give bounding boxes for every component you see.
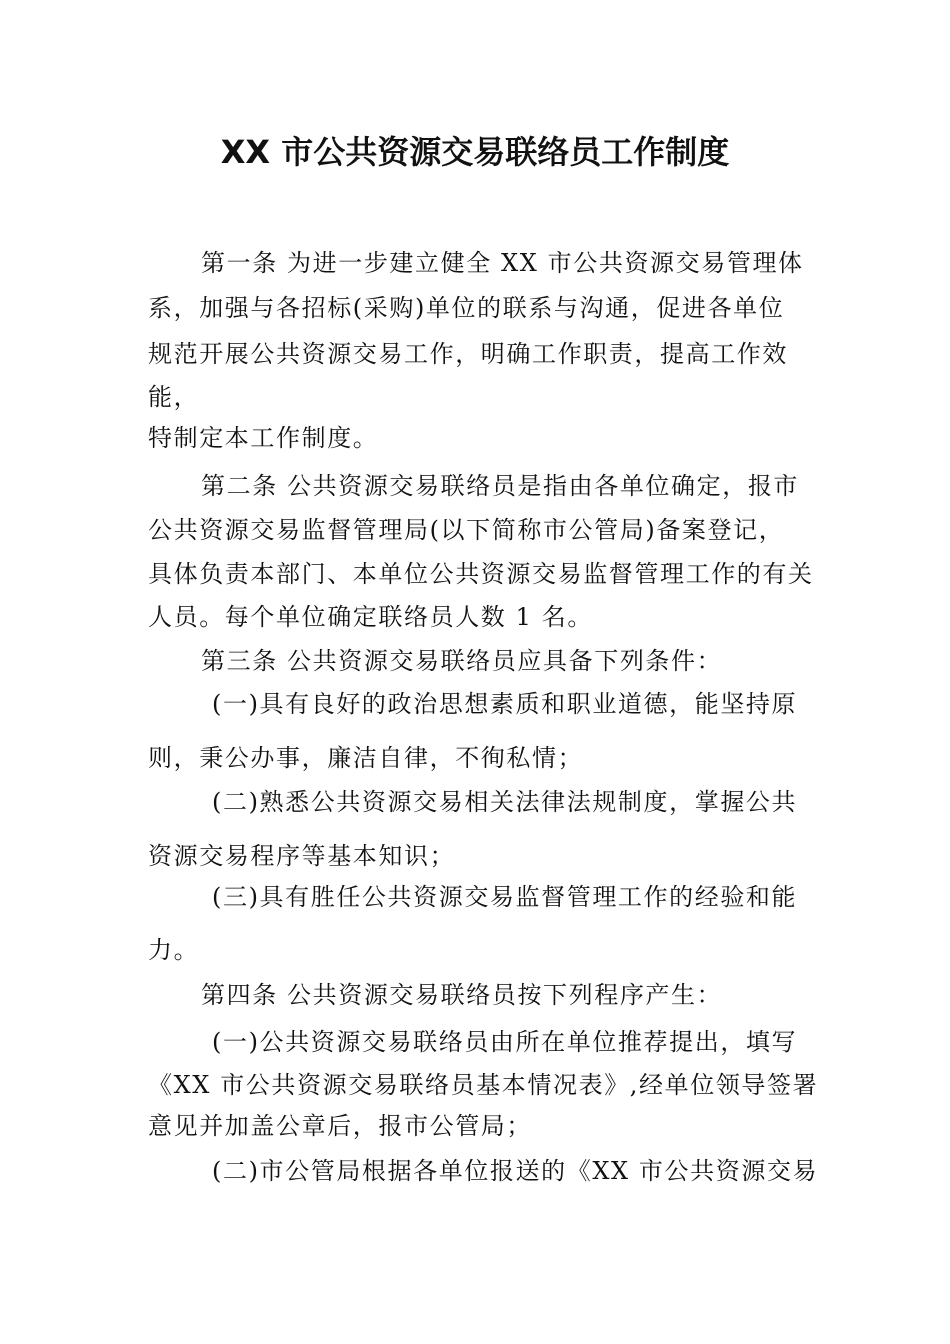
article-3-item-1-line-1: (一)具有良好的政治思想素质和职业道德，能坚持原 [212,690,798,718]
article-3-line-1: 第三条 公共资源交易联络员应具备下列条件： [201,647,723,675]
article-2-line-1: 第二条 公共资源交易联络员是指由各单位确定，报市 [201,472,800,500]
article-3-item-3-line-2: 力。 [148,936,200,964]
article-2-line-2: 公共资源交易监督管理局(以下简称市公管局)备案登记， [148,516,785,544]
article-2-line-3: 具体负责本部门、本单位公共资源交易监督管理工作的有关 [148,560,814,588]
article-3-item-1-line-2: 则，秉公办事，廉洁自律，不徇私情； [148,744,584,772]
article-1-line-1: 第一条 为进一步建立健全 XX 市公共资源交易管理体 [201,249,804,277]
document-title: XX 市公共资源交易联络员工作制度 [220,133,730,171]
article-3-item-3-line-1: (三)具有胜任公共资源交易监督管理工作的经验和能 [212,883,798,911]
article-1-line-3: 规范开展公共资源交易工作，明确工作职责，提高工作效 [148,340,788,368]
article-4-item-1-line-2: 《XX 市公共资源交易联络员基本情况表》,经单位领导签署 [148,1071,819,1099]
article-1-line-2: 系，加强与各招标(采购)单位的联系与沟通，促进各单位 [148,294,785,322]
article-4-item-1-line-3: 意见并加盖公章后，报市公管局； [148,1112,532,1140]
article-1-line-4: 能， [148,383,200,411]
article-4-item-2-line-1: (二)市公管局根据各单位报送的《XX 市公共资源交易 [212,1157,819,1185]
article-1-line-5: 特制定本工作制度。 [148,424,379,452]
article-4-item-1-line-1: (一)公共资源交易联络员由所在单位推荐提出，填写 [212,1028,798,1056]
article-3-item-2-line-1: (二)熟悉公共资源交易相关法律法规制度，掌握公共 [212,788,798,816]
article-3-item-2-line-2: 资源交易程序等基本知识； [148,842,456,870]
article-4-line-1: 第四条 公共资源交易联络员按下列程序产生： [201,981,723,1009]
article-2-line-4: 人员。每个单位确定联络员人数 1 名。 [148,603,593,631]
